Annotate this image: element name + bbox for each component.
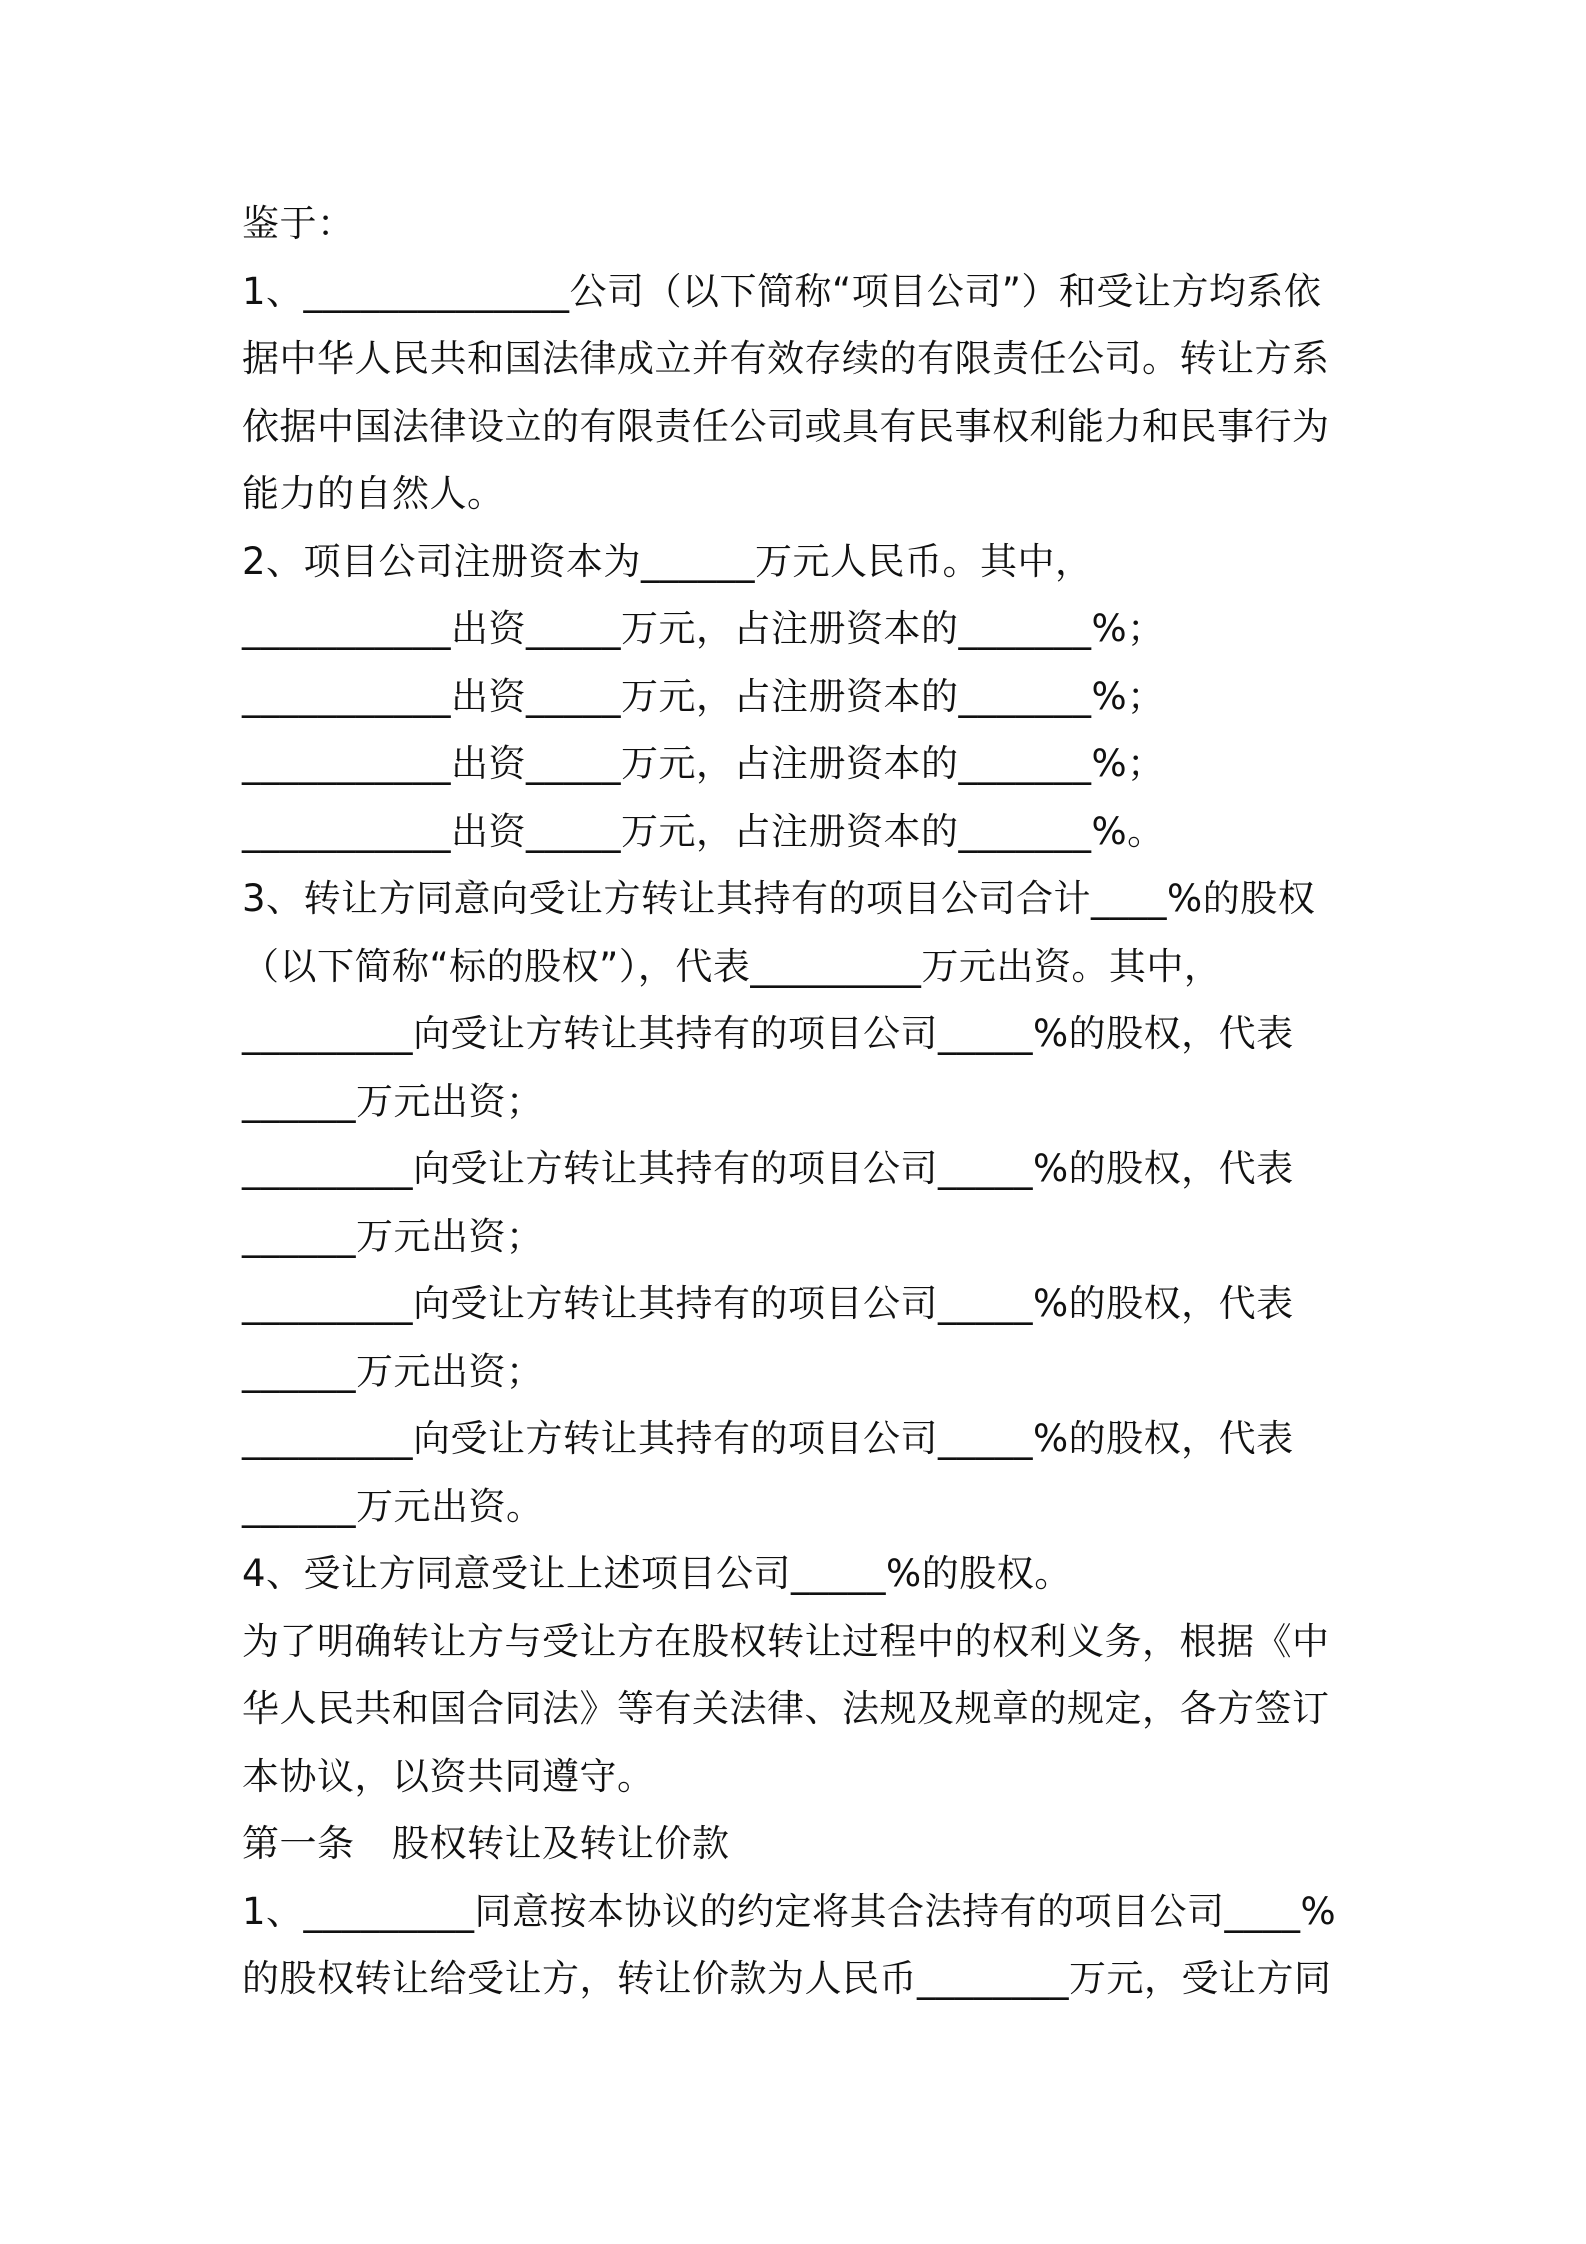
text-line: ______万元出资；	[242, 1079, 544, 1123]
text-line: 2、项目公司注册资本为______万元人民币。其中，	[242, 539, 1093, 583]
text-line: 1、______________公司（以下简称“项目公司”）和受让方均系依	[242, 269, 1322, 313]
section-heading: 第一条 股权转让及转让价款	[242, 1822, 730, 1865]
text-line: 1、_________同意按本协议的约定将其合法持有的项目公司____%	[242, 1889, 1337, 1933]
text-line: _________向受让方转让其持有的项目公司_____%的股权，代表	[242, 1147, 1294, 1190]
text-line: ______万元出资；	[242, 1349, 544, 1393]
text-line: 本协议，以资共同遵守。	[242, 1754, 655, 1798]
text-line: 据中华人民共和国法律成立并有效存续的有限责任公司。转让方系	[242, 337, 1330, 380]
text-line: _________向受让方转让其持有的项目公司_____%的股权，代表	[242, 1417, 1294, 1460]
text-line: 的股权转让给受让方，转让价款为人民币________万元，受让方同	[242, 1957, 1332, 2000]
text-line: _________向受让方转让其持有的项目公司_____%的股权，代表	[242, 1282, 1294, 1325]
text-line: 4、受让方同意受让上述项目公司_____%的股权。	[242, 1552, 1072, 1595]
text-line: ___________出资_____万元，占注册资本的_______%；	[242, 607, 1165, 650]
text-line: 鉴于：	[242, 202, 355, 245]
text-line: 依据中国法律设立的有限责任公司或具有民事权利能力和民事行为	[242, 404, 1330, 448]
text-line: ___________出资_____万元，占注册资本的_______%；	[242, 742, 1165, 785]
text-line: ___________出资_____万元，占注册资本的_______%；	[242, 674, 1165, 718]
text-line: 3、转让方同意向受让方转让其持有的项目公司合计____%的股权	[242, 877, 1316, 920]
text-line: 为了明确转让方与受让方在股权转让过程中的权利义务，根据《中	[242, 1619, 1330, 1663]
text-line: ______万元出资。	[242, 1484, 544, 1528]
text-line: 华人民共和国合同法》等有关法律、法规及规章的规定，各方签订	[242, 1687, 1330, 1730]
text-line: ___________出资_____万元，占注册资本的_______%。	[242, 809, 1165, 853]
text-line: ______万元出资；	[242, 1214, 544, 1258]
document-body	[242, 190, 1342, 2013]
text-line: （以下简称“标的股权”），代表_________万元出资。其中，	[242, 944, 1222, 988]
text-line: 能力的自然人。	[242, 472, 505, 515]
text-line: _________向受让方转让其持有的项目公司_____%的股权，代表	[242, 1012, 1294, 1055]
